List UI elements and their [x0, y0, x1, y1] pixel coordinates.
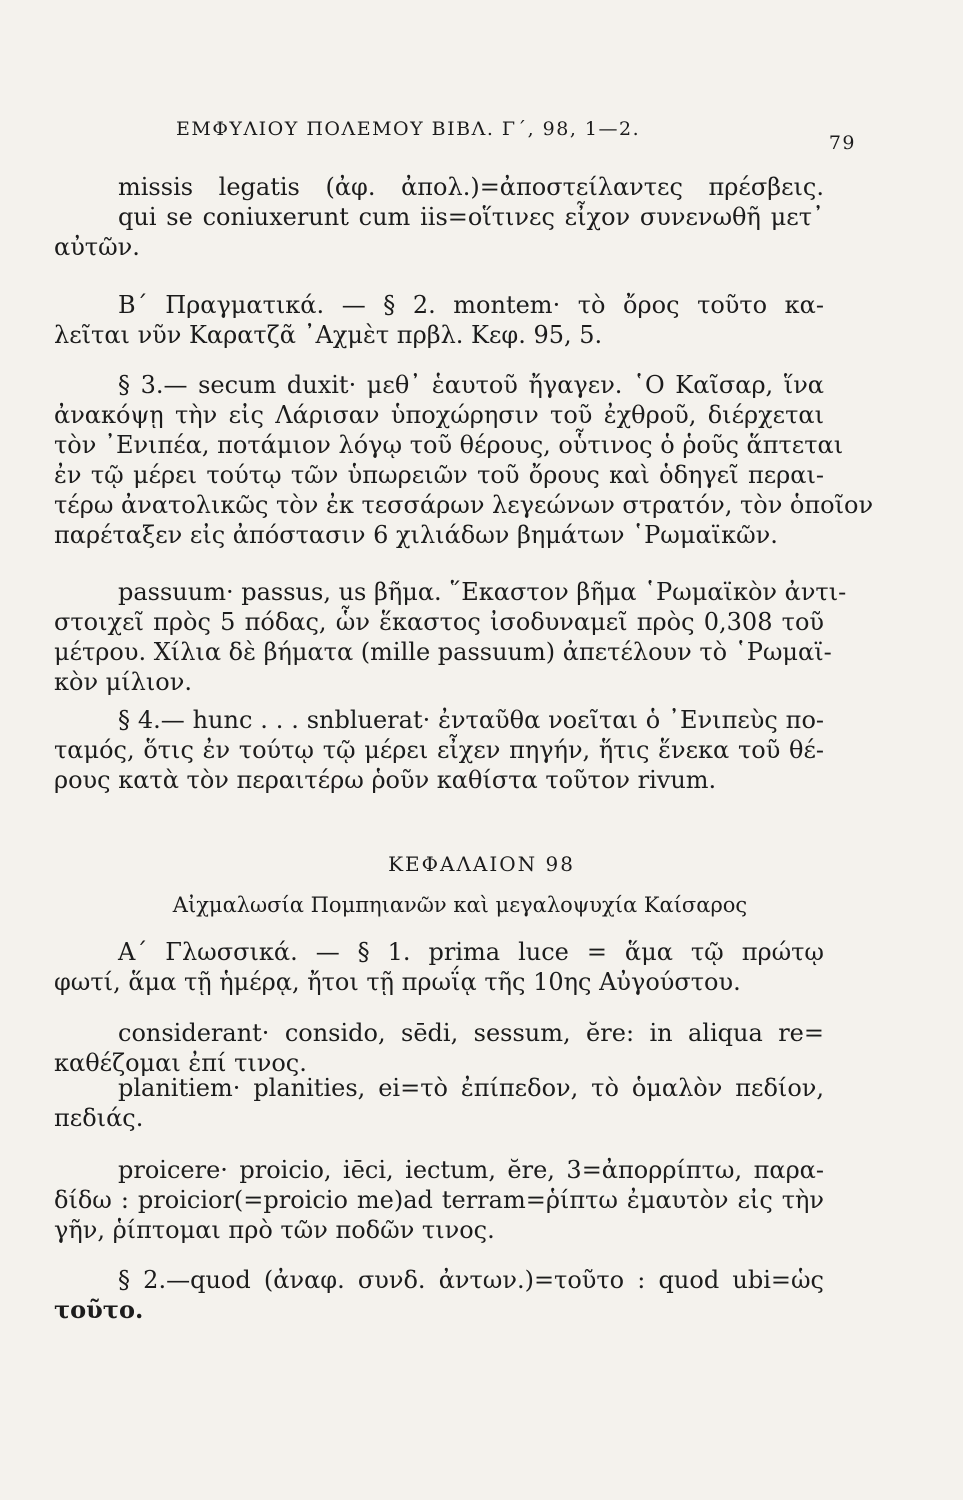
text-line: τοῦτο.: [54, 1295, 144, 1324]
paragraph-section-4: [54, 705, 824, 795]
paragraph-planitiem: [54, 1073, 824, 1133]
text-line: καθέζομαι ἐπί τινος.: [54, 1049, 307, 1077]
text-line: qui se coniuxerunt cum iis=οἵτινες εἶχον συνενωθῆ μετ᾿: [118, 203, 824, 231]
page-number: 79: [828, 132, 856, 154]
text-line: μέτρου. Χίλια δὲ βήματα (mille passuum) ἀπετέλουν τὸ ῾Ρωμαϊ-: [54, 638, 832, 666]
running-head-title: ΕΜΦΥΛΙΟΥ ΠΟΛΕΜΟΥ ΒΙΒΛ. Γ΄, 98, 1—2.: [176, 118, 641, 140]
paragraph-section-2-quod: [54, 1265, 824, 1325]
text-line: στοιχεῖ πρὸς 5 πόδας, ὧν ἕκαστος ἰσοδυναμεῖ πρὸς 0,308 τοῦ: [54, 608, 824, 636]
text-line: § 4.— hunc . . . snbluerat· ἐνταῦθα νοεῖται ὁ ᾿Ενιπεὺς πο-: [118, 706, 824, 734]
text-line: παρέταξεν εἰς ἀπόστασιν 6 χιλιάδων βημάτων ῾Ρωμαϊκῶν.: [54, 521, 778, 549]
chapter-heading: ΚΕΦΑΛΑΙΟΝ 98: [388, 852, 575, 876]
text-line: proicere· proicio, iēci, iectum, ĕre, 3=ἀπορρίπτω, παρα-: [118, 1156, 824, 1184]
text-line: κὸν μίλιον.: [54, 668, 192, 696]
paragraph-missis-legatis: [54, 172, 824, 262]
text-line: ρους κατὰ τὸν περαιτέρω ῥοῦν καθίστα τοῦτον rivum.: [54, 766, 717, 794]
text-line: δίδω : proicior(=proicio me)ad terram=ῥίπτω ἐμαυτὸν εἰς τὴν: [54, 1186, 824, 1214]
paragraph-passuum: [54, 577, 847, 697]
text-line: λεῖται νῦν Καρατζᾶ ᾿Αχμὲτ πρβλ. Κεφ. 95, 5.: [54, 321, 603, 349]
text-line: αὐτῶν.: [54, 233, 140, 261]
text-line: planitiem· planities, ei=τὸ ἐπίπεδον, τὸ ὁμαλὸν πεδίον,: [118, 1074, 824, 1102]
text-line: ἐν τῷ μέρει τούτῳ τῶν ὑπωρειῶν τοῦ ὄρους καὶ ὁδηγεῖ περαι-: [54, 461, 824, 489]
text-line: ταμός, ὅτις ἐν τούτῳ τῷ μέρει εἶχεν πηγήν, ἥτις ἕνεκα τοῦ θέ-: [54, 736, 824, 764]
paragraph-considerant: [54, 1018, 824, 1078]
text-line: ἀνακόψῃ τὴν εἰς Λάρισαν ὑποχώρησιν τοῦ ἐχθροῦ, διέρχεται: [54, 401, 824, 429]
text-line: τὸν ᾿Ενιπέα, ποτάμιον λόγῳ τοῦ θέρους, οὗτινος ὁ ῥοῦς ἅπτεται: [54, 431, 844, 459]
text-line: φωτί, ἅμα τῇ ἡμέρᾳ, ἤτοι τῇ πρωΐᾳ τῆς 10ης Αὐγούστου.: [54, 968, 741, 996]
paragraph-glossika: [54, 937, 824, 997]
text-line: § 2.—quod (ἀναφ. συνδ. ἀντων.)=τοῦτο : quod ubi=ὡς: [118, 1266, 824, 1294]
text-line: Β΄ Πραγματικά. — § 2. montem· τὸ ὄρος τοῦτο κα-: [118, 291, 824, 319]
text-line: γῆν, ῥίπτομαι πρὸ τῶν ποδῶν τινος.: [54, 1216, 495, 1244]
chapter-subtitle: Αἰχμαλωσία Πομπηιανῶν καὶ μεγαλοψυχία Καίσαρος: [172, 893, 748, 917]
text-line: considerant· consido, sēdi, sessum, ĕre: in aliqua re=: [118, 1019, 824, 1047]
text-line: πεδιάς.: [54, 1104, 144, 1132]
paragraph-proicere: [54, 1155, 824, 1245]
paragraph-pragmatika: [54, 290, 824, 350]
text-line: Α΄ Γλωσσικά. — § 1. prima luce = ἅμα τῷ πρώτῳ: [118, 938, 824, 966]
paragraph-section-3: [54, 370, 874, 550]
text-line: missis legatis (ἀφ. ἀπολ.)=ἀποστείλαντες πρέσβεις.: [118, 173, 824, 201]
text-line: τέρω ἀνατολικῶς τὸν ἐκ τεσσάρων λεγεώνων στρατόν, τὸν ὁποῖον: [54, 491, 874, 519]
running-head: [176, 118, 856, 154]
text-line: § 3.— secum duxit· μεθ᾿ ἑαυτοῦ ἤγαγεν. ῾Ο Καῖσαρ, ἵνα: [118, 371, 824, 399]
text-line: passuum· passus, us βῆμα. ῞Εκαστον βῆμα ῾Ρωμαϊκὸν ἀντι-: [118, 578, 847, 606]
